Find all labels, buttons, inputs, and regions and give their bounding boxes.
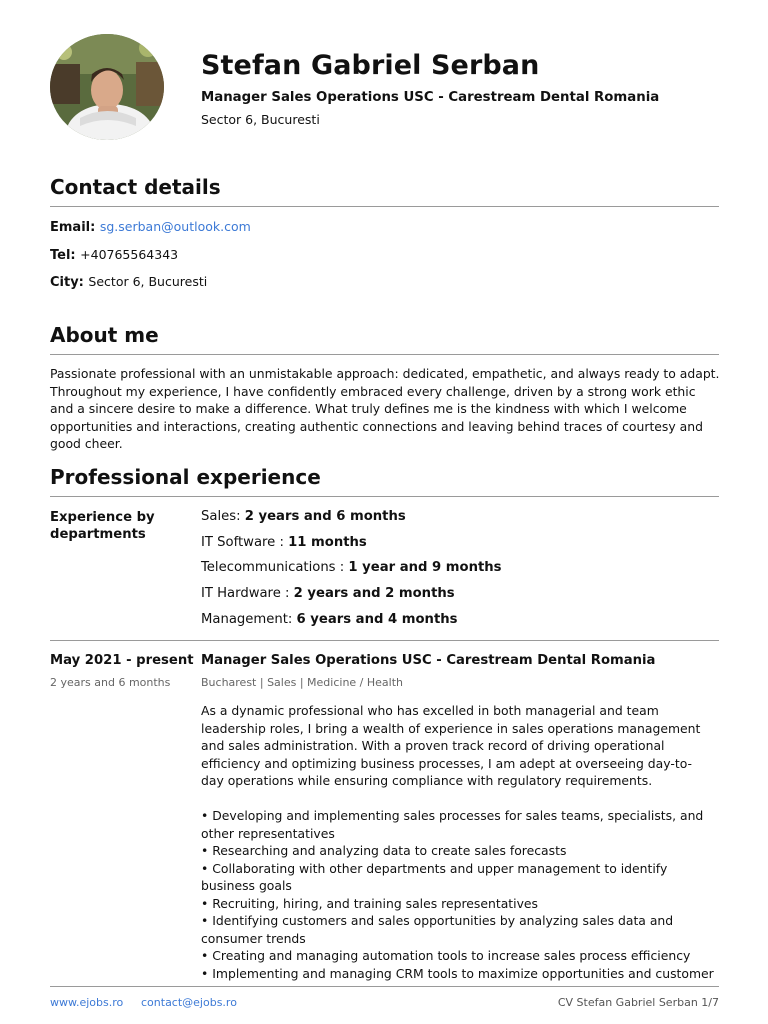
- job-responsibilities: [201, 807, 716, 982]
- department-name: Sales:: [201, 509, 245, 524]
- footer-divider: [50, 986, 719, 987]
- section-divider: [50, 496, 719, 497]
- section-divider: [50, 206, 719, 207]
- city-label: City:: [50, 275, 89, 290]
- department-row: [201, 535, 367, 550]
- contact-city-row: [50, 274, 207, 290]
- section-divider: [50, 354, 719, 355]
- section-divider: [50, 640, 719, 641]
- department-row: [201, 560, 502, 575]
- responsibility-item: • Creating and managing automation tools to increase sales process efficiency: [201, 948, 691, 963]
- responsibility-item: • Researching and analyzing data to create sales forecasts: [201, 843, 567, 858]
- section-title-experience: Professional experience: [50, 465, 321, 489]
- department-duration: 2 years and 2 months: [293, 586, 455, 601]
- about-text: Passionate professional with an unmistakable approach: dedicated, empathetic, and always ready to adapt. Throughout my experience, I have confidently embraced every challenge, driven by a strong work ethic and a sincere desire to make a difference. What truly defines me is the kindness with which I welcome opportunities and interactions, creating authentic connections and leaving behind traces of courtesy and good cheer.: [50, 366, 720, 452]
- department-name: Management:: [201, 612, 297, 627]
- department-row: [201, 509, 406, 524]
- department-name: IT Hardware :: [201, 586, 294, 601]
- department-duration: 6 years and 4 months: [296, 612, 458, 627]
- department-duration: 11 months: [288, 535, 367, 550]
- job-meta: Bucharest | Sales | Medicine / Health: [201, 676, 404, 689]
- responsibility-item: • Developing and implementing sales processes for sales teams, specialists, and other representatives: [201, 808, 704, 841]
- department-duration: 1 year and 9 months: [348, 560, 502, 575]
- job-duration: 2 years and 6 months: [50, 676, 171, 689]
- responsibility-item: • Collaborating with other departments and upper management to identify business goals: [201, 860, 668, 893]
- footer-website-link[interactable]: www.ejobs.ro: [50, 996, 124, 1009]
- job-dates: May 2021 - present: [50, 653, 194, 668]
- tel-label: Tel:: [50, 248, 81, 263]
- responsibility-item: • Implementing and managing CRM tools to maximize opportunities and customer: [201, 965, 714, 981]
- email-label: Email:: [50, 220, 100, 235]
- job-role: Manager Sales Operations USC - Carestream Dental Romania: [201, 653, 656, 668]
- department-row: [201, 612, 457, 627]
- departments-heading: Experience by departments: [50, 510, 155, 542]
- candidate-name: Stefan Gabriel Serban: [201, 50, 540, 81]
- responsibility-item: • Identifying customers and sales opportunities by analyzing sales data and consumer trends: [201, 913, 674, 946]
- email-link[interactable]: sg.serban@outlook.com: [99, 219, 251, 234]
- department-duration: 2 years and 6 months: [244, 509, 406, 524]
- department-name: Telecommunications :: [201, 560, 349, 575]
- location: Sector 6, Bucuresti: [201, 112, 320, 127]
- department-row: [201, 586, 455, 601]
- section-title-about: About me: [50, 323, 159, 347]
- footer-email-link[interactable]: contact@ejobs.ro: [141, 996, 237, 1009]
- contact-tel-row: [50, 247, 178, 263]
- current-position: Manager Sales Operations USC - Carestream Dental Romania: [201, 90, 660, 105]
- page-indicator: CV Stefan Gabriel Serban 1/7: [557, 996, 719, 1009]
- city-value: Sector 6, Bucuresti: [88, 274, 208, 289]
- contact-email-row: [50, 219, 251, 235]
- job-description: As a dynamic professional who has excelled in both managerial and team leadership roles, I bring a wealth of experience in sales operations management and sales administration. With a proven track record of driving operational efficiency and optimizing business processes, I am adept at overseeing day-to-day operations while ensuring compliance with regulatory requirements.: [201, 703, 701, 788]
- responsibility-item: • Recruiting, hiring, and training sales representatives: [201, 895, 538, 911]
- department-name: IT Software :: [201, 535, 289, 550]
- profile-photo: [50, 34, 164, 140]
- section-title-contact: Contact details: [50, 175, 221, 199]
- tel-value: +40765564343: [80, 247, 179, 262]
